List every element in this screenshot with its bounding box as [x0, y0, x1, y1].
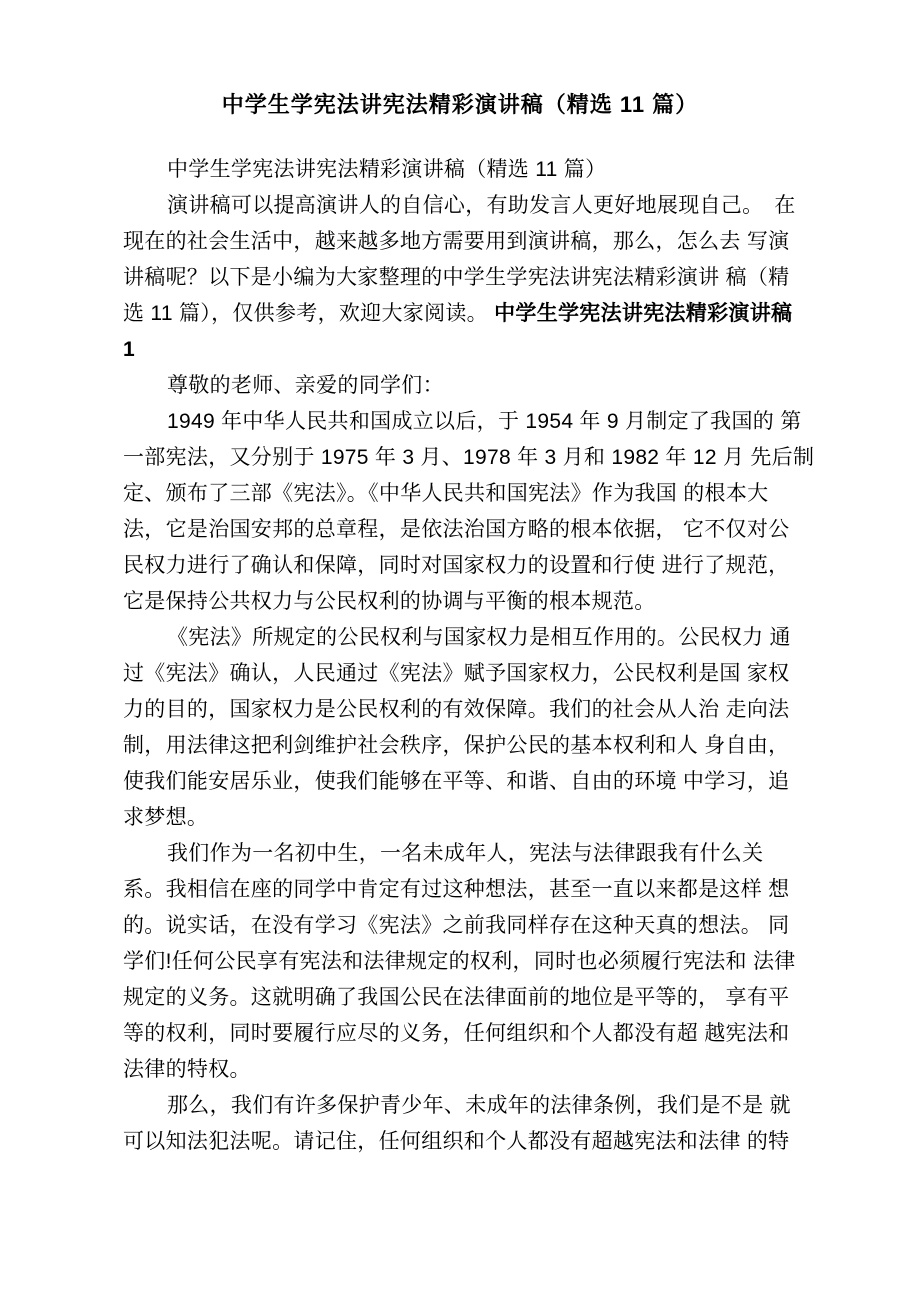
text-line	[123, 404, 803, 440]
text-run: 求梦想。	[123, 806, 209, 829]
text-line	[123, 368, 803, 404]
text-run: 规定的义务。这就明确了我国公民在法律面前的地位是平等的， 享有平	[123, 986, 790, 1009]
text-line	[123, 1088, 803, 1124]
bold-text-run: 中学生学宪法讲宪法精彩演讲稿	[494, 302, 793, 325]
text-line	[123, 944, 803, 980]
text-line	[123, 332, 803, 368]
text-line	[123, 656, 803, 692]
text-line	[123, 728, 803, 764]
text-line	[123, 1016, 803, 1052]
document-title: 中学生学宪法讲宪法精彩演讲稿（精选 11 篇）	[221, 92, 699, 117]
text-run: 法律的特权。	[123, 1058, 251, 1081]
text-run: 使我们能安居乐业，使我们能够在平等、和谐、自由的环境 中学习，追	[123, 770, 790, 793]
text-line	[123, 296, 803, 332]
text-run: 它是保持公共权力与公民权利的协调与平衡的根本规范。	[123, 590, 656, 613]
text-run: 1949 年中华人民共和国成立以后，于 1954 年 9 月制定了我国的 第	[167, 410, 802, 433]
text-run: 中学生学宪法讲宪法精彩演讲稿（精选 11 篇）	[167, 158, 607, 181]
text-run: 系。我相信在座的同学中肯定有过这种想法，甚至一直以来都是这样 想	[123, 878, 790, 901]
text-run: 等的权利，同时要履行应尽的义务，任何组织和个人都没有超 越宪法和	[123, 1022, 790, 1045]
text-line	[123, 440, 815, 476]
text-line	[123, 1052, 803, 1088]
text-line	[123, 188, 803, 224]
bold-text-run: 1	[123, 338, 135, 361]
text-line	[123, 152, 803, 188]
text-line	[123, 224, 803, 260]
text-run: 选 11 篇），仅供参考，欢迎大家阅读。	[123, 302, 495, 325]
text-run: 尊敬的老师、亲爱的同学们：	[167, 374, 444, 397]
text-line	[123, 512, 803, 548]
text-run: 那么，我们有许多保护青少年、未成年的法律条例，我们是不是 就	[167, 1094, 791, 1117]
text-run: 可以知法犯法呢。请记住，任何组织和个人都没有超越宪法和法律 的特	[123, 1130, 790, 1153]
text-line	[123, 476, 803, 512]
text-line	[123, 584, 803, 620]
text-line	[123, 260, 803, 296]
text-line	[123, 1124, 803, 1160]
text-line	[123, 800, 803, 836]
text-line	[123, 548, 803, 584]
text-run: 过《宪法》确认，人民通过《宪法》赋予国家权力，公民权利是国 家权	[123, 662, 790, 685]
text-line	[123, 908, 803, 944]
text-line	[123, 764, 803, 800]
text-run: 学们!任何公民享有宪法和法律规定的权利，同时也必须履行宪法和 法律	[123, 950, 796, 973]
document-body	[123, 152, 815, 1160]
text-run: 现在的社会生活中，越来越多地方需要用到演讲稿，那么，怎么去 写演	[123, 230, 790, 253]
text-run: 定、颁布了三部《宪法》。《中华人民共和国宪法》作为我国 的根本大	[123, 482, 769, 505]
text-run: 讲稿呢？以下是小编为大家整理的中学生学宪法讲宪法精彩演讲 稿（精	[123, 266, 790, 289]
text-line	[123, 980, 803, 1016]
text-run: 《宪法》所规定的公民权利与国家权力是相互作用的。公民权力 通	[167, 626, 791, 649]
text-run: 的。说实话，在没有学习《宪法》之前我同样存在这种天真的想法。 同	[123, 914, 790, 937]
text-run: 民权力进行了确认和保障，同时对国家权力的设置和行使 进行了规范，	[123, 554, 790, 577]
text-line	[123, 692, 803, 728]
text-run: 我们作为一名初中生，一名未成年人，宪法与法律跟我有什么关	[167, 842, 764, 865]
text-line	[123, 872, 803, 908]
text-run: 演讲稿可以提高演讲人的自信心，有助发言人更好地展现自己。 在	[167, 194, 796, 217]
text-run: 一部宪法，又分别于 1975 年 3 月、1978 年 3 月和 1982 年 12 月 先后制	[123, 446, 815, 469]
text-run: 制，用法律这把利剑维护社会秩序，保护公民的基本权利和人 身自由，	[123, 734, 790, 757]
text-run: 法，它是治国安邦的总章程，是依法治国方略的根本依据， 它不仅对公	[123, 518, 790, 541]
text-run: 力的目的，国家权力是公民权利的有效保障。我们的社会从人治 走向法	[123, 698, 790, 721]
text-line	[123, 620, 803, 656]
text-line	[123, 836, 803, 872]
